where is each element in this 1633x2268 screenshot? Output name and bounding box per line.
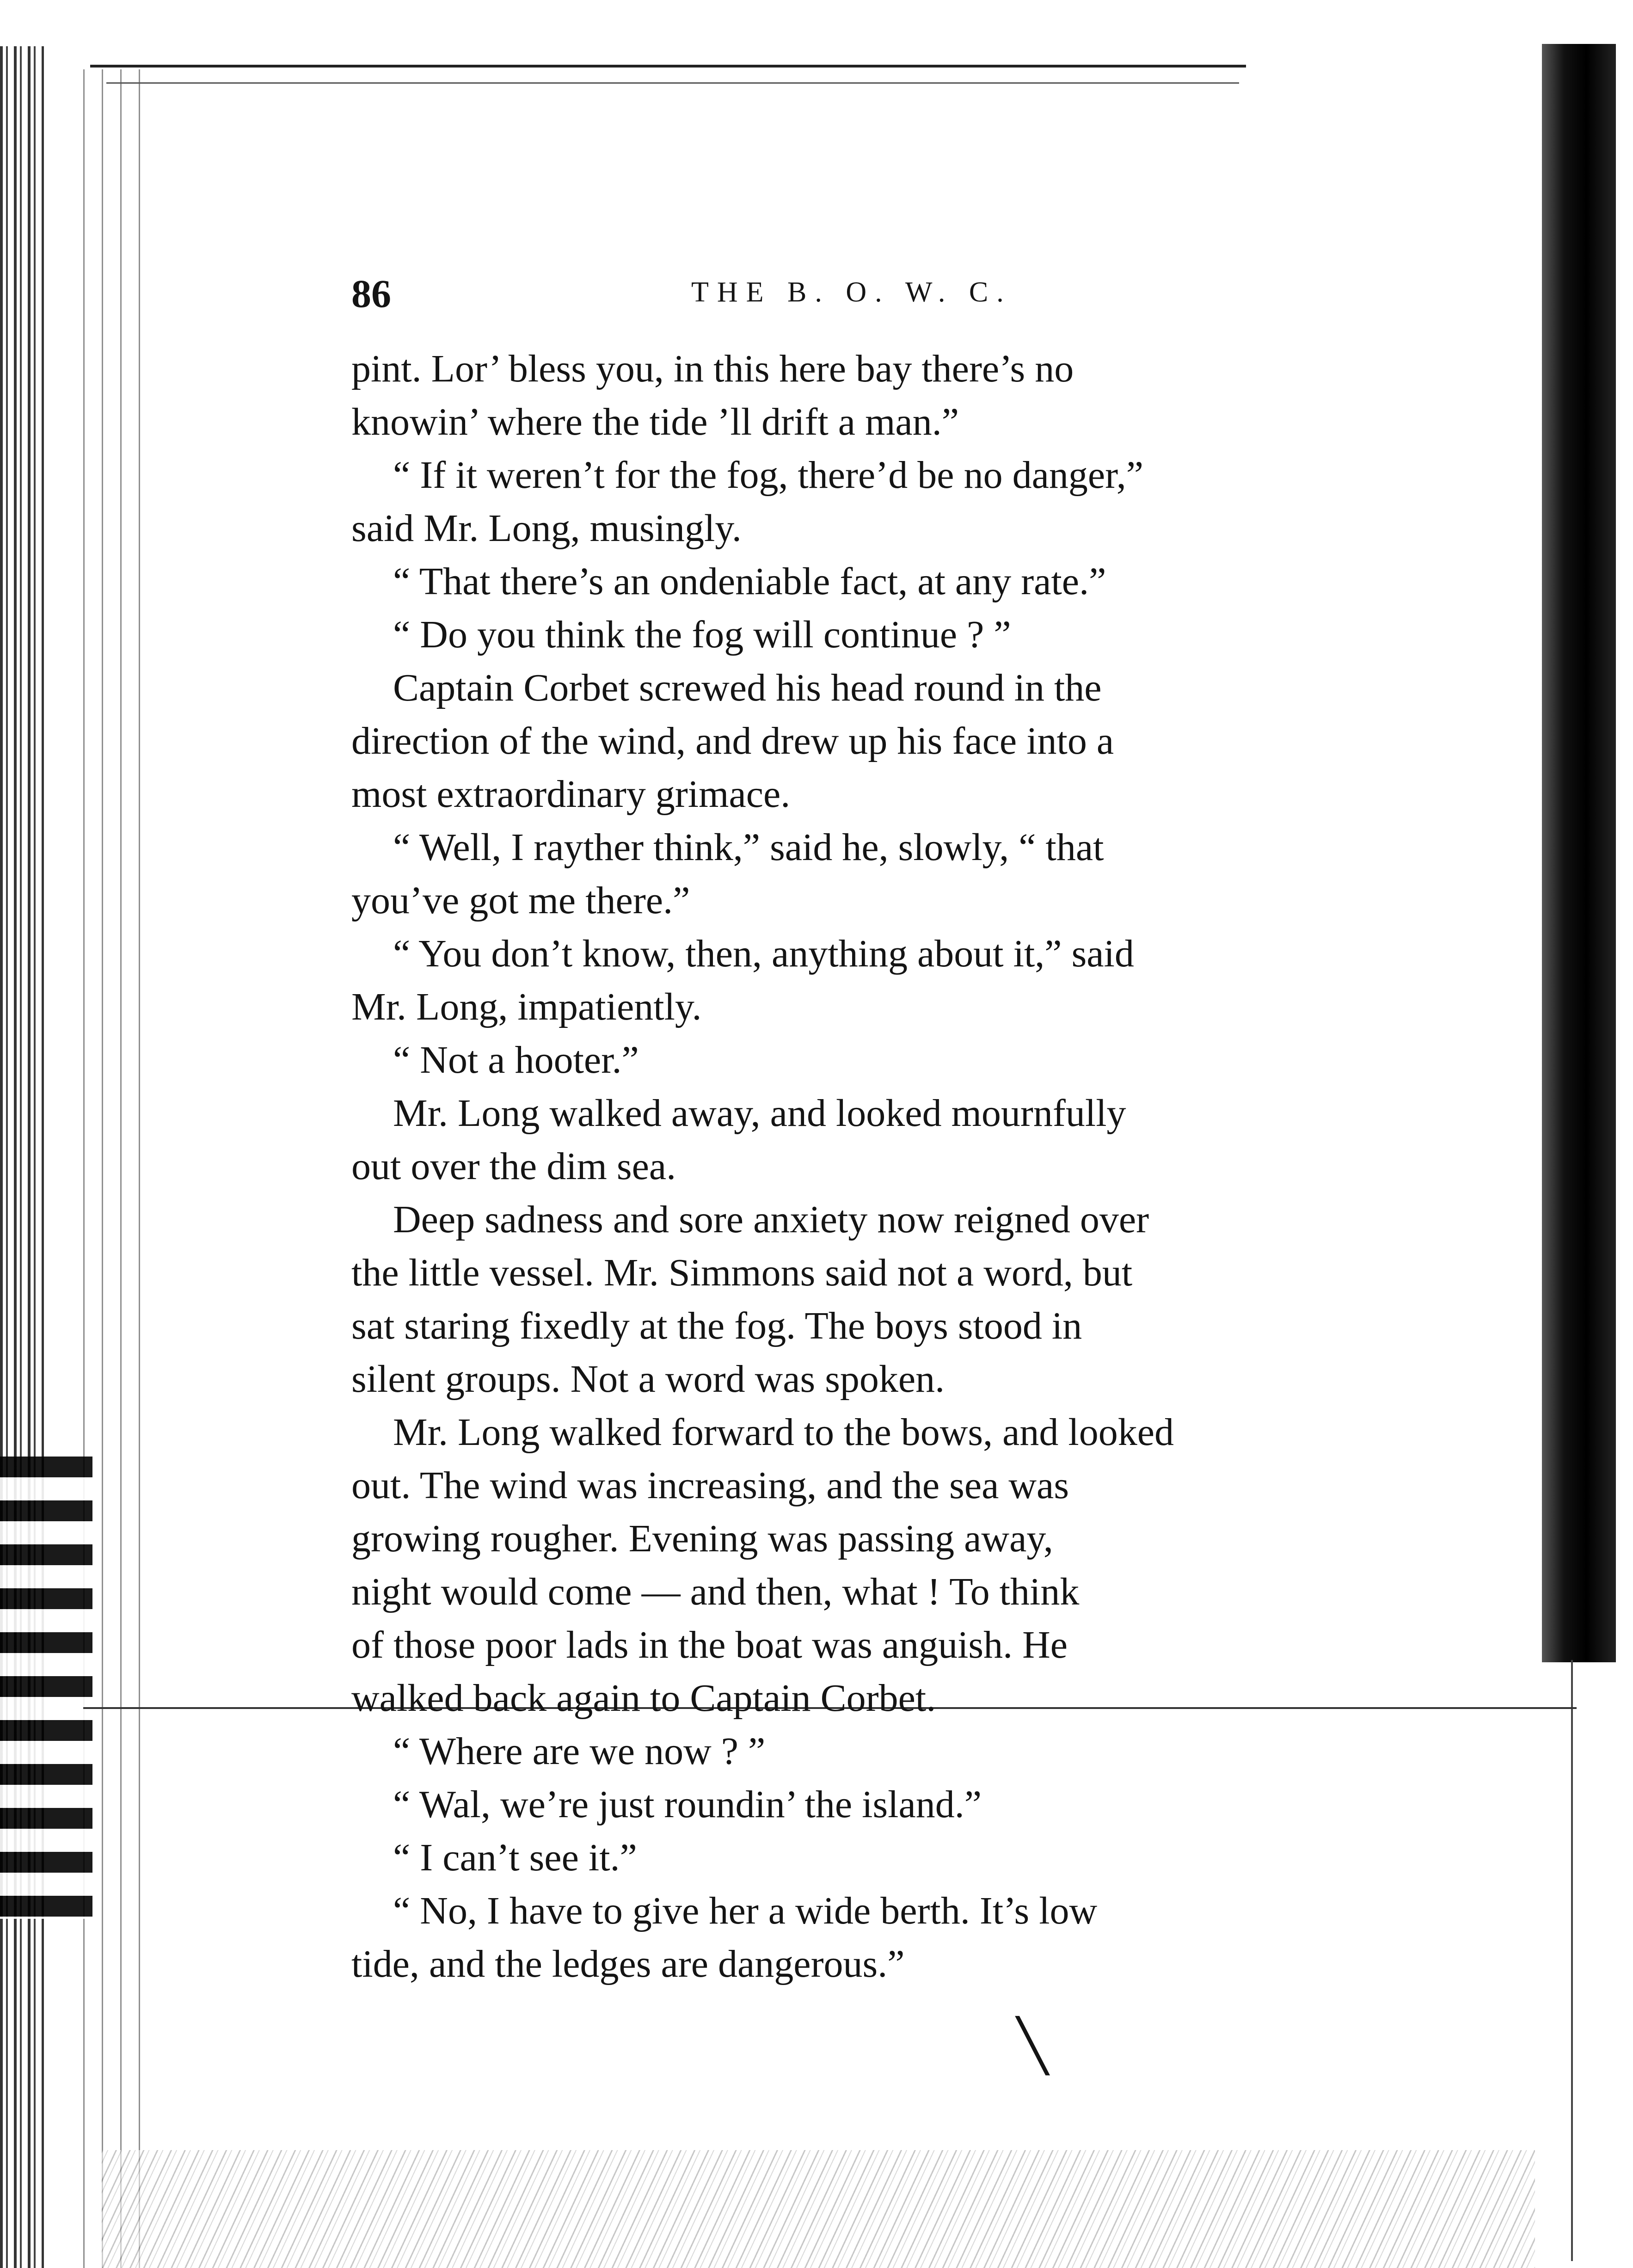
text-line: pint. Lor’ bless you, in this here bay there’s no	[351, 347, 1074, 390]
left-edge-artifact	[0, 1457, 92, 1919]
bottom-scan-noise	[102, 2150, 1535, 2268]
text-line: walked back again to Captain Corbet.	[351, 1677, 936, 1720]
text-line: Mr. Long walked forward to the bows, and looked	[393, 1411, 1174, 1454]
text-line: “ Where are we now ? ”	[393, 1730, 766, 1773]
text-line: “ Do you think the fog will continue ? ”	[393, 613, 1011, 656]
text-line: direction of the wind, and drew up his face into a	[351, 719, 1114, 762]
text-line: out. The wind was increasing, and the sea was	[351, 1464, 1069, 1507]
left-binding-edge	[0, 46, 44, 2268]
page-header	[351, 270, 1369, 326]
text-line: “ If it weren’t for the fog, there’d be no danger,”	[393, 454, 1144, 497]
text-line: “ Not a hooter.”	[393, 1039, 639, 1082]
text-line: night would come — and then, what ! To think	[351, 1570, 1080, 1613]
text-line: Captain Corbet screwed his head round in the	[393, 666, 1102, 709]
text-line: “ You don’t know, then, anything about it,” said	[393, 932, 1134, 975]
text-line: tide, and the ledges are dangerous.”	[351, 1942, 905, 1985]
left-scan-lines	[83, 69, 153, 2268]
pencil-mark: ╲	[1017, 2018, 1048, 2074]
text-line: out over the dim sea.	[351, 1145, 676, 1188]
text-line: of those poor lads in the boat was anguish. He	[351, 1623, 1068, 1666]
text-line: “ No, I have to give her a wide berth. It’s low	[393, 1889, 1098, 1932]
right-scan-shadow	[1542, 44, 1616, 1662]
text-line: “ Wal, we’re just roundin’ the island.”	[393, 1783, 982, 1826]
text-line: “ That there’s an ondeniable fact, at any rate.”	[393, 560, 1106, 603]
page-number: 86	[351, 271, 391, 316]
body-text	[351, 342, 1396, 1991]
top-edge-line	[90, 65, 1246, 68]
right-edge-line	[1571, 1660, 1573, 2261]
text-line: Mr. Long walked away, and looked mournfully	[393, 1092, 1126, 1135]
text-line: most extraordinary grimace.	[351, 773, 791, 816]
running-head: THE B. O. W. C.	[691, 277, 1012, 308]
text-line: growing rougher. Evening was passing away,	[351, 1517, 1053, 1560]
text-line: knowin’ where the tide ’ll drift a man.”	[351, 400, 959, 443]
text-line: Mr. Long, impatiently.	[351, 985, 702, 1028]
text-line: Deep sadness and sore anxiety now reigned over	[393, 1198, 1149, 1241]
text-line: silent groups. Not a word was spoken.	[351, 1358, 945, 1401]
text-line: said Mr. Long, musingly.	[351, 507, 742, 550]
text-line: the little vessel. Mr. Simmons said not a word, but	[351, 1251, 1133, 1294]
text-line: “ I can’t see it.”	[393, 1836, 637, 1879]
text-line: sat staring fixedly at the fog. The boys stood in	[351, 1304, 1082, 1347]
text-line: “ Well, I rayther think,” said he, slowly, “ that	[393, 826, 1104, 869]
text-line: you’ve got me there.”	[351, 879, 690, 922]
top-edge-line-secondary	[106, 82, 1239, 84]
